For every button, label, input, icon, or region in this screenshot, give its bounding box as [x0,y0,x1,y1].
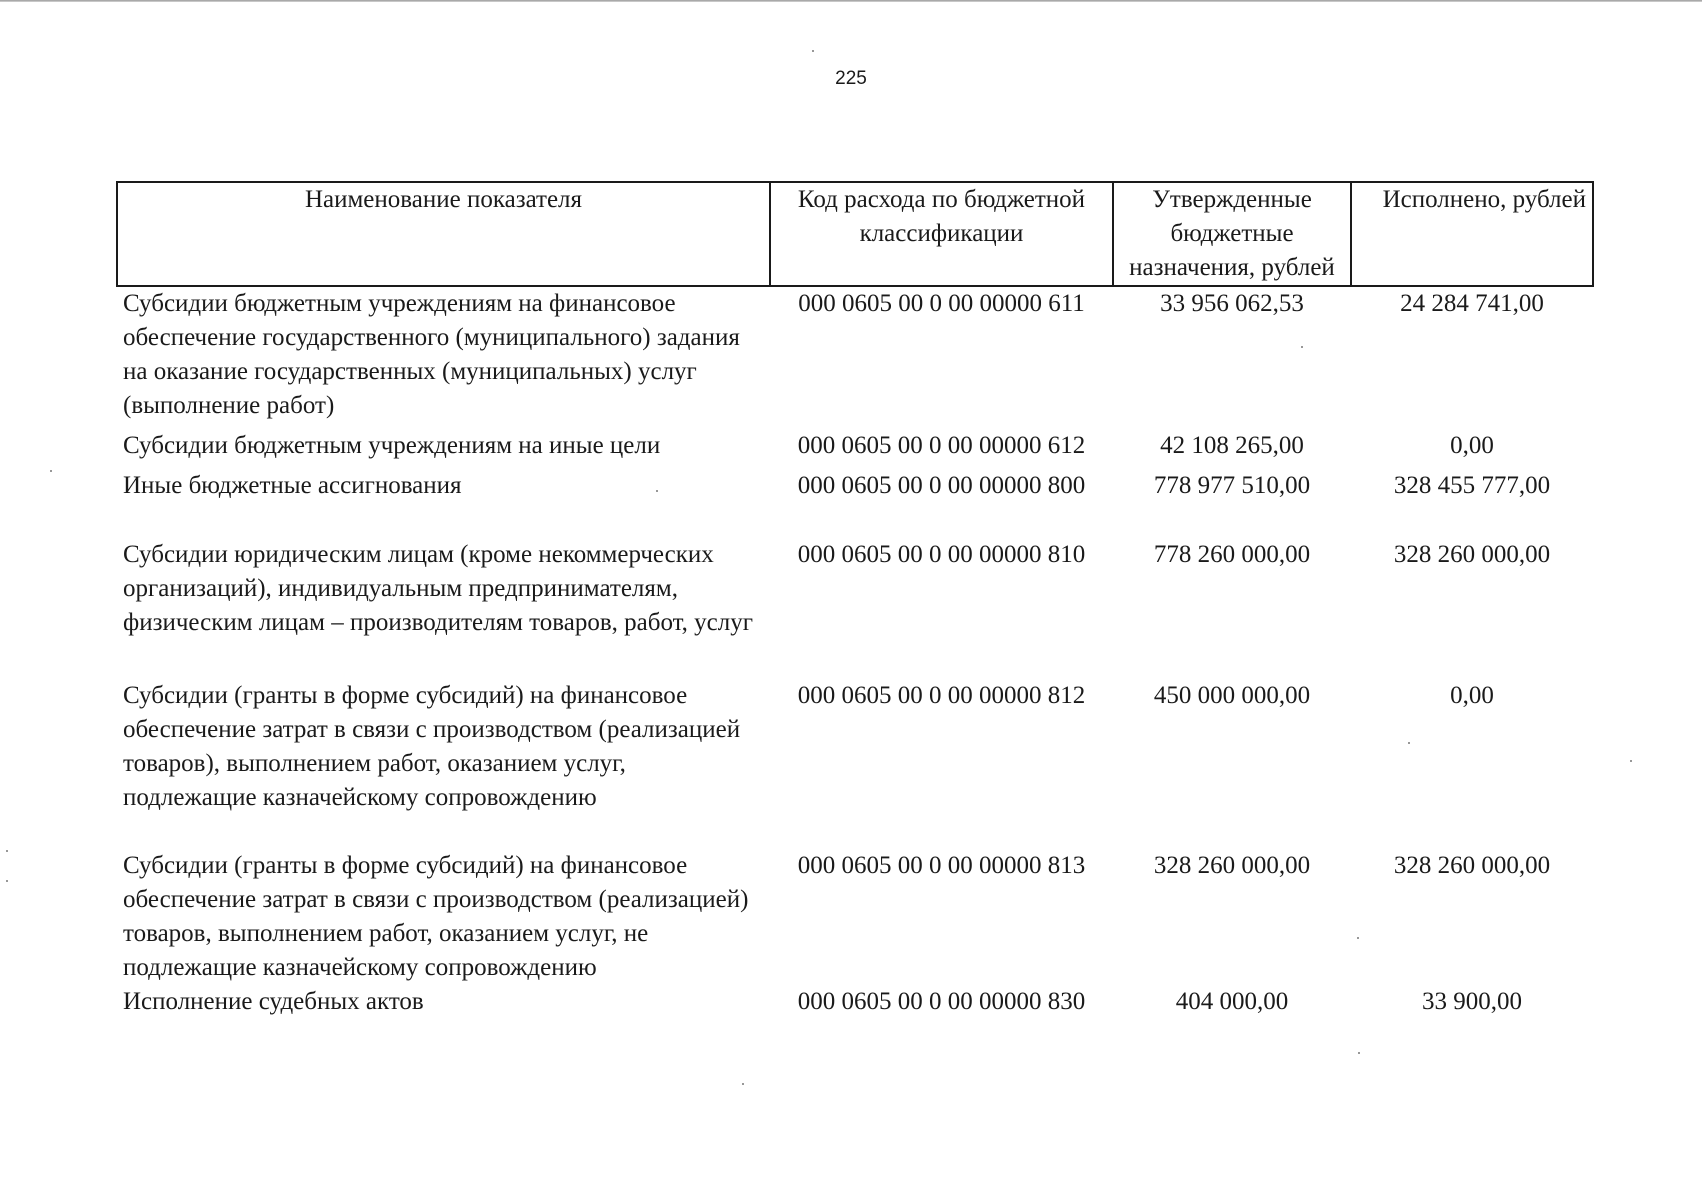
header-expense-code: Код расхода по бюджетной классификации [770,182,1113,286]
table-row [117,286,1593,429]
row-approved-amount: 42 108 265,00 [1160,432,1304,459]
row-expense-code: 000 0605 00 0 00 00000 611 [798,290,1085,317]
row-indicator-name: Иные бюджетные ассигнования [123,472,462,499]
scan-edge-line [0,0,1702,2]
scan-speck [742,1083,744,1085]
page-number: 225 [835,68,867,89]
row-indicator-name: Субсидии (гранты в форме субсидий) на финансовое обеспечение затрат в связи с производством (реализацией товаров), выполнением работ, оказанием услуг, подлежащие казначейскому сопровождению [123,682,741,811]
row-approved-amount: 450 000 000,00 [1153,682,1311,709]
scan-speck [1630,760,1632,762]
header-approved-appropriations: Утвержденные бюджетные назначения, рублей [1113,182,1351,286]
scan-speck [1408,742,1410,744]
scan-speck [50,470,52,472]
row-expense-code: 000 0605 00 0 00 00000 800 [797,472,1086,499]
row-approved-amount: 328 260 000,00 [1153,852,1311,879]
row-expense-code: 000 0605 00 0 00 00000 810 [797,541,1086,568]
header-indicator-name: Наименование показателя [117,182,770,286]
scan-speck [1301,346,1303,348]
row-approved-amount: 778 260 000,00 [1153,541,1311,568]
row-executed-amount: 24 284 741,00 [1400,290,1544,317]
row-approved-amount: 778 977 510,00 [1153,472,1311,499]
row-executed-amount: 328 455 777,00 [1393,472,1551,499]
row-expense-code: 000 0605 00 0 00 00000 813 [797,852,1086,879]
budget-execution-table [116,181,1594,1025]
row-executed-amount: 0,00 [1450,432,1494,459]
row-indicator-name: Субсидии бюджетным учреждениям на иные цели [123,432,661,459]
row-expense-code: 000 0605 00 0 00 00000 812 [797,682,1086,709]
table-row [117,679,1593,849]
row-indicator-name: Субсидии юридическим лицам (кроме некоммерческих организаций), индивидуальным предпринимателям, физическим лицам – производителям товаров, работ, услуг [123,541,754,636]
row-executed-amount: 328 260 000,00 [1393,852,1551,879]
row-expense-code: 000 0605 00 0 00 00000 830 [797,988,1086,1015]
row-indicator-name: Субсидии бюджетным учреждениям на финансовое обеспечение государственного (муниципального) задания на оказание государственных (муниципальных) услуг (выполнение работ) [123,290,740,419]
row-indicator-name: Субсидии (гранты в форме субсидий) на финансовое обеспечение затрат в связи с производством (реализацией) товаров, выполнением работ, оказанием услуг, не подлежащие казначейскому сопровождению [123,852,749,981]
table-row [117,985,1593,1025]
table-row [117,429,1593,469]
table-row [117,538,1593,679]
scan-speck [812,50,814,52]
scan-speck [6,880,8,882]
table-row [117,849,1593,985]
row-approved-amount: 404 000,00 [1175,988,1289,1015]
header-executed: Исполнено, рублей [1351,182,1593,286]
row-executed-amount: 33 900,00 [1422,988,1522,1015]
scan-speck [1358,1052,1360,1054]
table-header-row [117,182,1593,286]
scan-speck [6,850,8,852]
row-approved-amount: 33 956 062,53 [1160,290,1304,317]
row-expense-code: 000 0605 00 0 00 00000 612 [797,432,1086,459]
scan-speck [1357,937,1359,939]
row-executed-amount: 0,00 [1450,682,1494,709]
table-row [117,469,1593,538]
row-executed-amount: 328 260 000,00 [1393,541,1551,568]
row-indicator-name: Исполнение судебных актов [123,988,424,1015]
scan-speck [656,490,658,492]
